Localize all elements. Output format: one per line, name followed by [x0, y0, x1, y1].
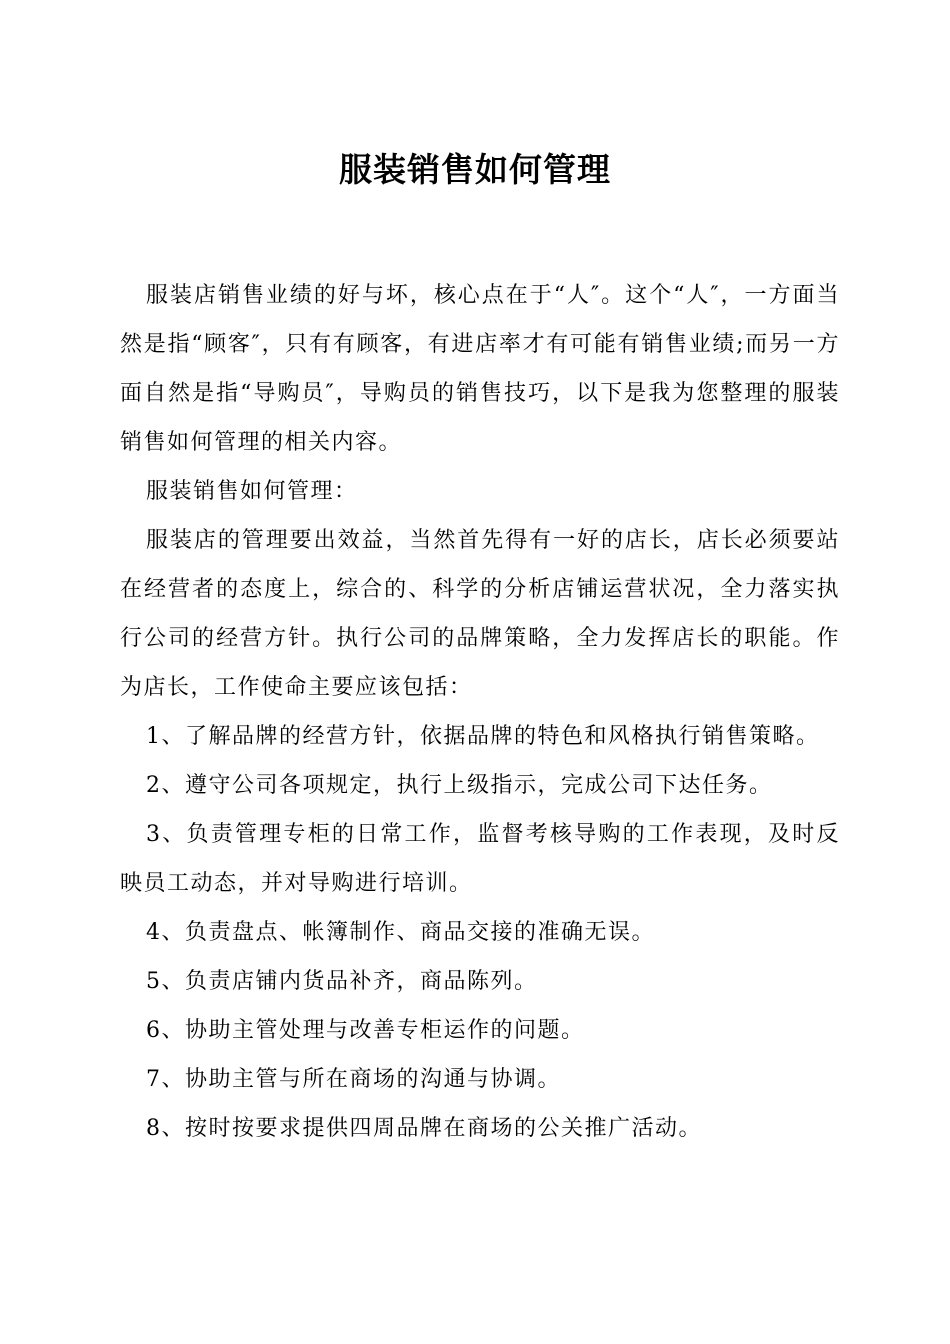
manager-paragraph: 服装店的管理要出效益，当然首先得有一好的店长，店长必须要站在经营者的态度上，综合的、科学的分析店铺运营状况，全力落实执行公司的经营方针。执行公司的品牌策略，全力发挥店长的职能。作为店长，工作使命主要应该包括： — [120, 528, 840, 700]
list-item-5: 5、负责店铺内货品补齐，商品陈列。 — [146, 969, 538, 994]
list-item-3: 3、负责管理专柜的日常工作，监督考核导购的工作表现，及时反映员工动态，并对导购进行培训。 — [120, 822, 840, 896]
list-item-2: 2、遵守公司各项规定，执行上级指示，完成公司下达任务。 — [146, 773, 773, 798]
list-item-6: 6、协助主管处理与改善专柜运作的问题。 — [146, 1018, 585, 1043]
intro-paragraph: 服装店销售业绩的好与坏，核心点在于“人″。这个“人″，一方面当然是指“顾客″，只有有顾客，有进店率才有可能有销售业绩;而另一方面自然是指“导购员″，导购员的销售技巧，以下是我为您整理的服装销售如何管理的相关内容。 — [120, 283, 840, 455]
document-title: 服装销售如何管理 — [339, 150, 611, 189]
list-item-8: 8、按时按要求提供四周品牌在商场的公关推广活动。 — [146, 1116, 702, 1141]
document-body — [120, 271, 840, 1153]
list-item-1: 1、了解品牌的经营方针，依据品牌的特色和风格执行销售策略。 — [146, 724, 820, 749]
section-heading: 服装销售如何管理： — [146, 479, 358, 504]
list-item-7: 7、协助主管与所在商场的沟通与协调。 — [146, 1067, 561, 1092]
list-item-4: 4、负责盘点、帐簿制作、商品交接的准确无误。 — [146, 920, 655, 945]
